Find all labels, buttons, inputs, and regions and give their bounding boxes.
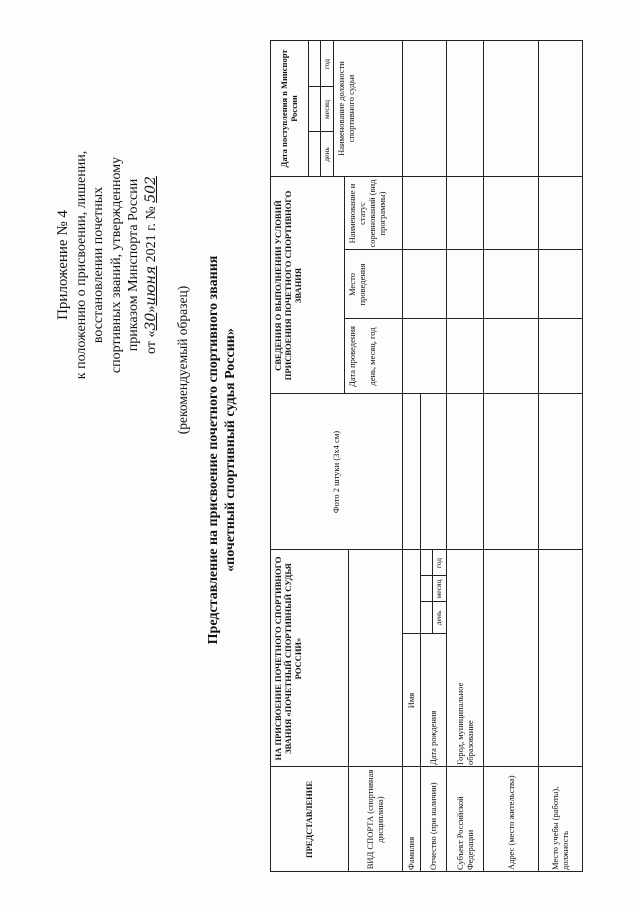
judge-position-label: Наименование должности спортивного судьи (336, 61, 356, 156)
surname-label: Фамилия (406, 836, 416, 870)
sample-note: (рекомендуемый образец) (175, 285, 190, 435)
document-title-line-1: Представление на присвоение почетного спортивного звания (206, 255, 221, 645)
appendix-line-2: восстановлении почетных (91, 186, 106, 344)
appendix-date-line: от «30»июня 2021 г. № 502 (142, 176, 159, 354)
region-label: Субъект Российской Федерации (454, 796, 475, 870)
handwritten-order-number: 502 (142, 176, 159, 203)
birth-year-label: год (434, 557, 443, 569)
name-label: Имя (406, 692, 416, 709)
venue-label: Место проведения (347, 263, 367, 306)
sport-label: ВИД СПОРТА (спортивная дисциплина) (365, 769, 385, 870)
birth-month-label: месяц (434, 579, 443, 599)
received-year-label: год (321, 58, 331, 70)
appendix-header (55, 55, 160, 475)
patronymic-label: Отчество (при наличии) (428, 782, 438, 870)
document-title-line-2: «почетный спортивный судья России» (223, 328, 238, 572)
appendix-title: Приложение № 4 (55, 210, 71, 320)
received-date-header: Дата поступления в Минспорт России (279, 49, 299, 168)
handwritten-month: июня (142, 265, 159, 306)
address-label: Адрес (место жительства) (505, 775, 516, 870)
city-label: Город, муниципальное образование (454, 682, 475, 765)
competition-label: Наименование и статус соревнований (вид программы) (347, 179, 387, 248)
handwritten-day: 30 (142, 312, 159, 331)
representation-label: ПРЕДСТАВЛЕНИЕ (304, 780, 314, 859)
birth-day-label: день (434, 610, 443, 626)
application-form-table (270, 40, 583, 872)
conditions-header: СВЕДЕНИЯ О ВЫПОЛНЕНИИ УСЛОВИЙ ПРИСВОЕНИЯ ПОЧЕТНОГО СПОРТИВНОГО ЗВАНИЯ (273, 190, 303, 381)
work-label: Место учебы (работы), должность (550, 786, 570, 870)
award-header: НА ПРИСВОЕНИЕ ПОЧЕТНОГО СПОРТИВНОГО ЗВАНИЯ «ПОЧЕТНЫЙ СПОРТИВНЫЙ СУДЬЯ РОССИИ» (273, 556, 303, 761)
received-day-label: день (321, 147, 331, 162)
received-month-label: месяц (321, 99, 331, 120)
appendix-line-4: приказом Минспорта России (126, 178, 141, 352)
photo-label: Фото 2 штуки (3x4 см) (331, 430, 341, 514)
held-date-label: Дата проведения день, месяц, год (347, 326, 377, 387)
appendix-line-1: к положению о присвоении, лишении, (73, 150, 89, 380)
birth-date-label: Дата рождения (428, 710, 438, 765)
appendix-line-3: спортивных званий, утвержденному (108, 156, 124, 374)
document-title (205, 230, 239, 670)
